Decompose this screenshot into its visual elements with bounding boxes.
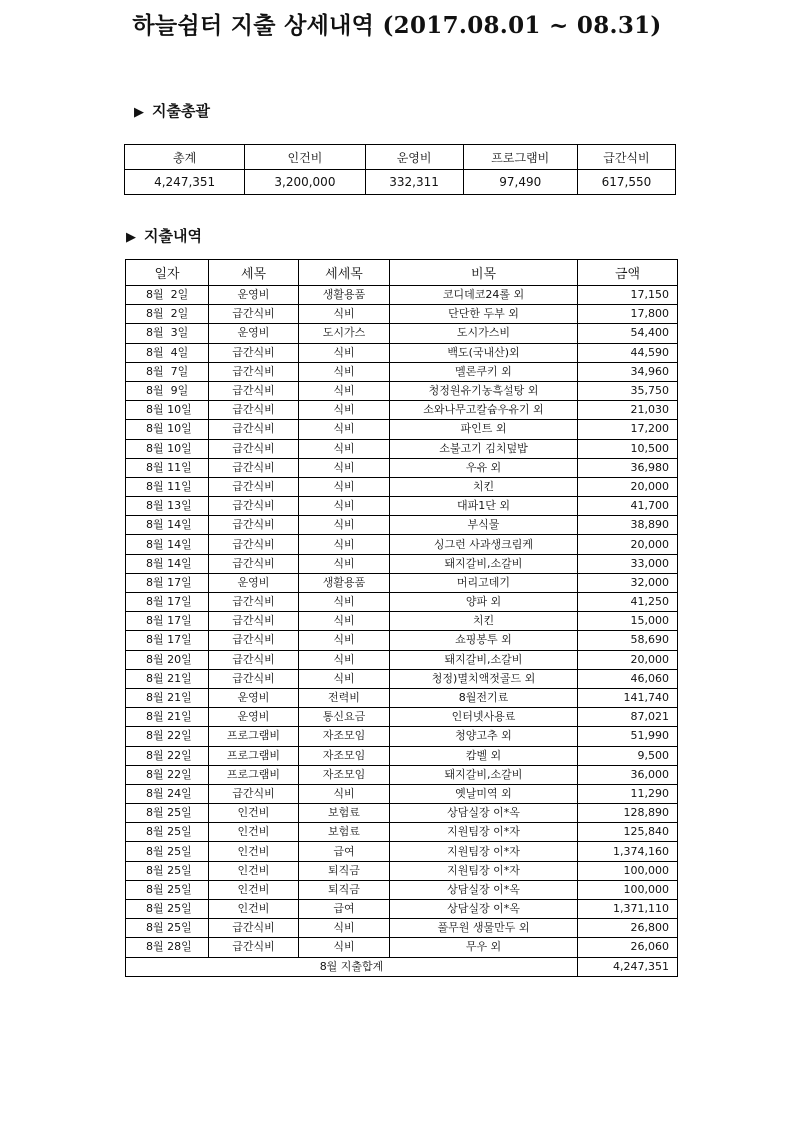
row-subcategory: 자조모임 <box>299 746 390 765</box>
row-category: 급간식비 <box>209 919 299 938</box>
row-item: 백도(국내산)외 <box>390 343 578 362</box>
row-date: 8월 24일 <box>126 784 209 803</box>
row-category: 인건비 <box>209 900 299 919</box>
row-subcategory: 식비 <box>299 612 390 631</box>
summary-header-cell: 총계 <box>125 145 245 170</box>
row-subcategory: 전력비 <box>299 688 390 707</box>
row-category: 급간식비 <box>209 477 299 496</box>
detail-body <box>126 286 678 958</box>
summary-value-cell: 97,490 <box>463 170 577 195</box>
row-subcategory: 자조모임 <box>299 765 390 784</box>
row-amount: 141,740 <box>578 688 678 707</box>
row-item: 청정원유기농흑설탕 외 <box>390 381 578 400</box>
summary-heading-label: 지출총괄 <box>152 102 210 120</box>
row-subcategory: 퇴직금 <box>299 880 390 899</box>
detail-heading-label: 지출내역 <box>144 227 202 245</box>
row-item: 싱그런 사과생크림케 <box>390 535 578 554</box>
row-subcategory: 생활용품 <box>299 573 390 592</box>
row-amount: 54,400 <box>578 324 678 343</box>
detail-header-row <box>126 260 678 286</box>
row-date: 8월 25일 <box>126 919 209 938</box>
table-row <box>126 516 678 535</box>
row-category: 급간식비 <box>209 439 299 458</box>
row-subcategory: 보험료 <box>299 804 390 823</box>
row-item: 풀무원 생물만두 외 <box>390 919 578 938</box>
row-category: 급간식비 <box>209 554 299 573</box>
row-item: 돼지갈비,소갈비 <box>390 765 578 784</box>
table-row <box>126 746 678 765</box>
row-category: 급간식비 <box>209 381 299 400</box>
row-date: 8월 25일 <box>126 861 209 880</box>
table-row <box>126 286 678 305</box>
row-amount: 21,030 <box>578 401 678 420</box>
row-date: 8월 14일 <box>126 516 209 535</box>
row-category: 급간식비 <box>209 593 299 612</box>
row-item: 코디데코24롤 외 <box>390 286 578 305</box>
row-subcategory: 자조모임 <box>299 727 390 746</box>
row-amount: 15,000 <box>578 612 678 631</box>
row-amount: 26,060 <box>578 938 678 957</box>
row-category: 프로그램비 <box>209 746 299 765</box>
row-item: 멜론쿠키 외 <box>390 362 578 381</box>
row-category: 운영비 <box>209 688 299 707</box>
row-category: 급간식비 <box>209 420 299 439</box>
row-date: 8월 3일 <box>126 324 209 343</box>
row-subcategory: 식비 <box>299 784 390 803</box>
row-item: 대파1단 외 <box>390 497 578 516</box>
row-date: 8월 2일 <box>126 286 209 305</box>
row-amount: 36,000 <box>578 765 678 784</box>
table-row <box>126 938 678 957</box>
row-subcategory: 식비 <box>299 593 390 612</box>
summary-header-cell: 인건비 <box>245 145 365 170</box>
row-item: 청정)멸치액젓골드 외 <box>390 669 578 688</box>
row-amount: 20,000 <box>578 535 678 554</box>
row-date: 8월 17일 <box>126 593 209 612</box>
row-category: 인건비 <box>209 842 299 861</box>
summary-heading <box>134 100 210 121</box>
row-category: 급간식비 <box>209 516 299 535</box>
row-amount: 38,890 <box>578 516 678 535</box>
row-amount: 11,290 <box>578 784 678 803</box>
table-row <box>126 458 678 477</box>
row-item: 돼지갈비,소갈비 <box>390 554 578 573</box>
row-subcategory: 식비 <box>299 535 390 554</box>
row-date: 8월 4일 <box>126 343 209 362</box>
row-item: 돼지갈비,소갈비 <box>390 650 578 669</box>
detail-header-cell: 금액 <box>578 260 678 286</box>
row-subcategory: 식비 <box>299 420 390 439</box>
row-amount: 32,000 <box>578 573 678 592</box>
row-subcategory: 식비 <box>299 381 390 400</box>
row-category: 인건비 <box>209 804 299 823</box>
row-subcategory: 식비 <box>299 401 390 420</box>
row-amount: 17,800 <box>578 305 678 324</box>
total-amount: 4,247,351 <box>578 957 678 976</box>
row-category: 급간식비 <box>209 784 299 803</box>
row-date: 8월 17일 <box>126 573 209 592</box>
row-amount: 44,590 <box>578 343 678 362</box>
row-date: 8월 11일 <box>126 458 209 477</box>
row-subcategory: 식비 <box>299 554 390 573</box>
summary-value-cell: 4,247,351 <box>125 170 245 195</box>
row-date: 8월 21일 <box>126 669 209 688</box>
row-amount: 26,800 <box>578 919 678 938</box>
row-date: 8월 14일 <box>126 535 209 554</box>
table-row <box>126 688 678 707</box>
row-amount: 1,371,110 <box>578 900 678 919</box>
page-title: 하늘쉼터 지출 상세내역 (2017.08.01 ~ 08.31) <box>132 12 662 39</box>
row-amount: 33,000 <box>578 554 678 573</box>
table-row <box>126 343 678 362</box>
row-subcategory: 식비 <box>299 669 390 688</box>
table-row <box>126 900 678 919</box>
row-subcategory: 식비 <box>299 516 390 535</box>
row-subcategory: 식비 <box>299 439 390 458</box>
row-category: 인건비 <box>209 861 299 880</box>
row-subcategory: 식비 <box>299 650 390 669</box>
row-subcategory: 퇴직금 <box>299 861 390 880</box>
row-subcategory: 식비 <box>299 458 390 477</box>
row-amount: 35,750 <box>578 381 678 400</box>
row-item: 소와나무고칼슘우유기 외 <box>390 401 578 420</box>
row-subcategory: 급여 <box>299 842 390 861</box>
row-amount: 41,250 <box>578 593 678 612</box>
row-item: 지원팀장 이*자 <box>390 823 578 842</box>
row-category: 급간식비 <box>209 497 299 516</box>
table-row <box>126 804 678 823</box>
row-date: 8월 10일 <box>126 420 209 439</box>
detail-table <box>125 259 678 977</box>
row-subcategory: 식비 <box>299 631 390 650</box>
row-category: 프로그램비 <box>209 765 299 784</box>
summary-value-cell: 3,200,000 <box>245 170 365 195</box>
row-category: 급간식비 <box>209 343 299 362</box>
row-item: 우유 외 <box>390 458 578 477</box>
table-row <box>126 669 678 688</box>
row-date: 8월 11일 <box>126 477 209 496</box>
table-row <box>126 477 678 496</box>
row-amount: 100,000 <box>578 880 678 899</box>
row-category: 프로그램비 <box>209 727 299 746</box>
row-category: 운영비 <box>209 708 299 727</box>
table-row <box>126 880 678 899</box>
row-amount: 100,000 <box>578 861 678 880</box>
row-item: 파인트 외 <box>390 420 578 439</box>
row-date: 8월 25일 <box>126 842 209 861</box>
row-subcategory: 식비 <box>299 343 390 362</box>
row-category: 급간식비 <box>209 669 299 688</box>
row-date: 8월 25일 <box>126 900 209 919</box>
row-item: 무우 외 <box>390 938 578 957</box>
table-row <box>126 765 678 784</box>
row-date: 8월 7일 <box>126 362 209 381</box>
row-subcategory: 도시가스 <box>299 324 390 343</box>
row-date: 8월 21일 <box>126 708 209 727</box>
row-item: 치킨 <box>390 477 578 496</box>
row-date: 8월 25일 <box>126 823 209 842</box>
row-category: 급간식비 <box>209 631 299 650</box>
table-row <box>126 420 678 439</box>
summary-value-row <box>125 170 676 195</box>
total-row <box>126 957 678 976</box>
table-row <box>126 439 678 458</box>
table-row <box>126 842 678 861</box>
row-amount: 128,890 <box>578 804 678 823</box>
row-date: 8월 28일 <box>126 938 209 957</box>
row-item: 청양고추 외 <box>390 727 578 746</box>
row-item: 상담실장 이*옥 <box>390 880 578 899</box>
row-amount: 10,500 <box>578 439 678 458</box>
row-amount: 9,500 <box>578 746 678 765</box>
table-row <box>126 362 678 381</box>
row-item: 머리고데기 <box>390 573 578 592</box>
row-item: 8월전기료 <box>390 688 578 707</box>
row-item: 캄벨 외 <box>390 746 578 765</box>
row-amount: 125,840 <box>578 823 678 842</box>
table-row <box>126 612 678 631</box>
row-amount: 20,000 <box>578 477 678 496</box>
row-subcategory: 식비 <box>299 305 390 324</box>
row-category: 급간식비 <box>209 305 299 324</box>
table-row <box>126 727 678 746</box>
row-subcategory: 보험료 <box>299 823 390 842</box>
table-row <box>126 784 678 803</box>
detail-header-cell: 세세목 <box>299 260 390 286</box>
total-label: 8월 지출합계 <box>126 957 578 976</box>
row-category: 급간식비 <box>209 650 299 669</box>
row-amount: 46,060 <box>578 669 678 688</box>
row-amount: 17,200 <box>578 420 678 439</box>
row-category: 인건비 <box>209 880 299 899</box>
row-amount: 58,690 <box>578 631 678 650</box>
table-row <box>126 497 678 516</box>
detail-header-cell: 비목 <box>390 260 578 286</box>
row-item: 인터넷사용료 <box>390 708 578 727</box>
row-category: 운영비 <box>209 286 299 305</box>
row-subcategory: 식비 <box>299 919 390 938</box>
detail-heading <box>126 225 202 246</box>
table-row <box>126 324 678 343</box>
row-amount: 36,980 <box>578 458 678 477</box>
row-item: 상담실장 이*옥 <box>390 804 578 823</box>
summary-header-cell: 프로그램비 <box>463 145 577 170</box>
row-date: 8월 2일 <box>126 305 209 324</box>
row-amount: 51,990 <box>578 727 678 746</box>
row-date: 8월 25일 <box>126 804 209 823</box>
row-category: 급간식비 <box>209 612 299 631</box>
row-category: 운영비 <box>209 324 299 343</box>
row-date: 8월 21일 <box>126 688 209 707</box>
row-date: 8월 10일 <box>126 401 209 420</box>
row-date: 8월 9일 <box>126 381 209 400</box>
row-date: 8월 17일 <box>126 612 209 631</box>
row-category: 급간식비 <box>209 458 299 477</box>
row-item: 치킨 <box>390 612 578 631</box>
row-item: 부식물 <box>390 516 578 535</box>
detail-header-cell: 세목 <box>209 260 299 286</box>
detail-header-cell: 일자 <box>126 260 209 286</box>
row-category: 급간식비 <box>209 535 299 554</box>
row-amount: 20,000 <box>578 650 678 669</box>
row-amount: 41,700 <box>578 497 678 516</box>
row-subcategory: 식비 <box>299 497 390 516</box>
table-row <box>126 381 678 400</box>
row-item: 옛날미역 외 <box>390 784 578 803</box>
table-row <box>126 861 678 880</box>
table-row <box>126 593 678 612</box>
row-category: 급간식비 <box>209 938 299 957</box>
triangle-right-icon: ▶ <box>126 230 136 245</box>
summary-header-row <box>125 145 676 170</box>
table-row <box>126 708 678 727</box>
row-category: 운영비 <box>209 573 299 592</box>
row-amount: 17,150 <box>578 286 678 305</box>
table-row <box>126 573 678 592</box>
row-item: 지원팀장 이*자 <box>390 842 578 861</box>
row-subcategory: 생활용품 <box>299 286 390 305</box>
row-item: 지원팀장 이*자 <box>390 861 578 880</box>
row-date: 8월 22일 <box>126 765 209 784</box>
row-item: 단단한 두부 외 <box>390 305 578 324</box>
table-row <box>126 823 678 842</box>
row-item: 상담실장 이*옥 <box>390 900 578 919</box>
summary-header-cell: 급간식비 <box>577 145 675 170</box>
row-category: 인건비 <box>209 823 299 842</box>
row-amount: 87,021 <box>578 708 678 727</box>
table-row <box>126 305 678 324</box>
triangle-right-icon: ▶ <box>134 105 144 120</box>
row-item: 소불고기 김치덮밥 <box>390 439 578 458</box>
row-date: 8월 22일 <box>126 746 209 765</box>
table-row <box>126 401 678 420</box>
row-subcategory: 식비 <box>299 477 390 496</box>
table-row <box>126 650 678 669</box>
row-subcategory: 통신요금 <box>299 708 390 727</box>
row-category: 급간식비 <box>209 401 299 420</box>
row-subcategory: 식비 <box>299 938 390 957</box>
row-date: 8월 14일 <box>126 554 209 573</box>
row-date: 8월 22일 <box>126 727 209 746</box>
row-date: 8월 10일 <box>126 439 209 458</box>
summary-value-cell: 332,311 <box>365 170 463 195</box>
summary-value-cell: 617,550 <box>577 170 675 195</box>
row-subcategory: 급여 <box>299 900 390 919</box>
row-amount: 1,374,160 <box>578 842 678 861</box>
row-date: 8월 25일 <box>126 880 209 899</box>
row-item: 쇼핑봉투 외 <box>390 631 578 650</box>
row-category: 급간식비 <box>209 362 299 381</box>
row-date: 8월 17일 <box>126 631 209 650</box>
row-item: 양파 외 <box>390 593 578 612</box>
row-amount: 34,960 <box>578 362 678 381</box>
row-date: 8월 13일 <box>126 497 209 516</box>
summary-table <box>124 144 676 195</box>
summary-header-cell: 운영비 <box>365 145 463 170</box>
row-subcategory: 식비 <box>299 362 390 381</box>
table-row <box>126 631 678 650</box>
table-row <box>126 535 678 554</box>
row-item: 도시가스비 <box>390 324 578 343</box>
table-row <box>126 554 678 573</box>
row-date: 8월 20일 <box>126 650 209 669</box>
table-row <box>126 919 678 938</box>
